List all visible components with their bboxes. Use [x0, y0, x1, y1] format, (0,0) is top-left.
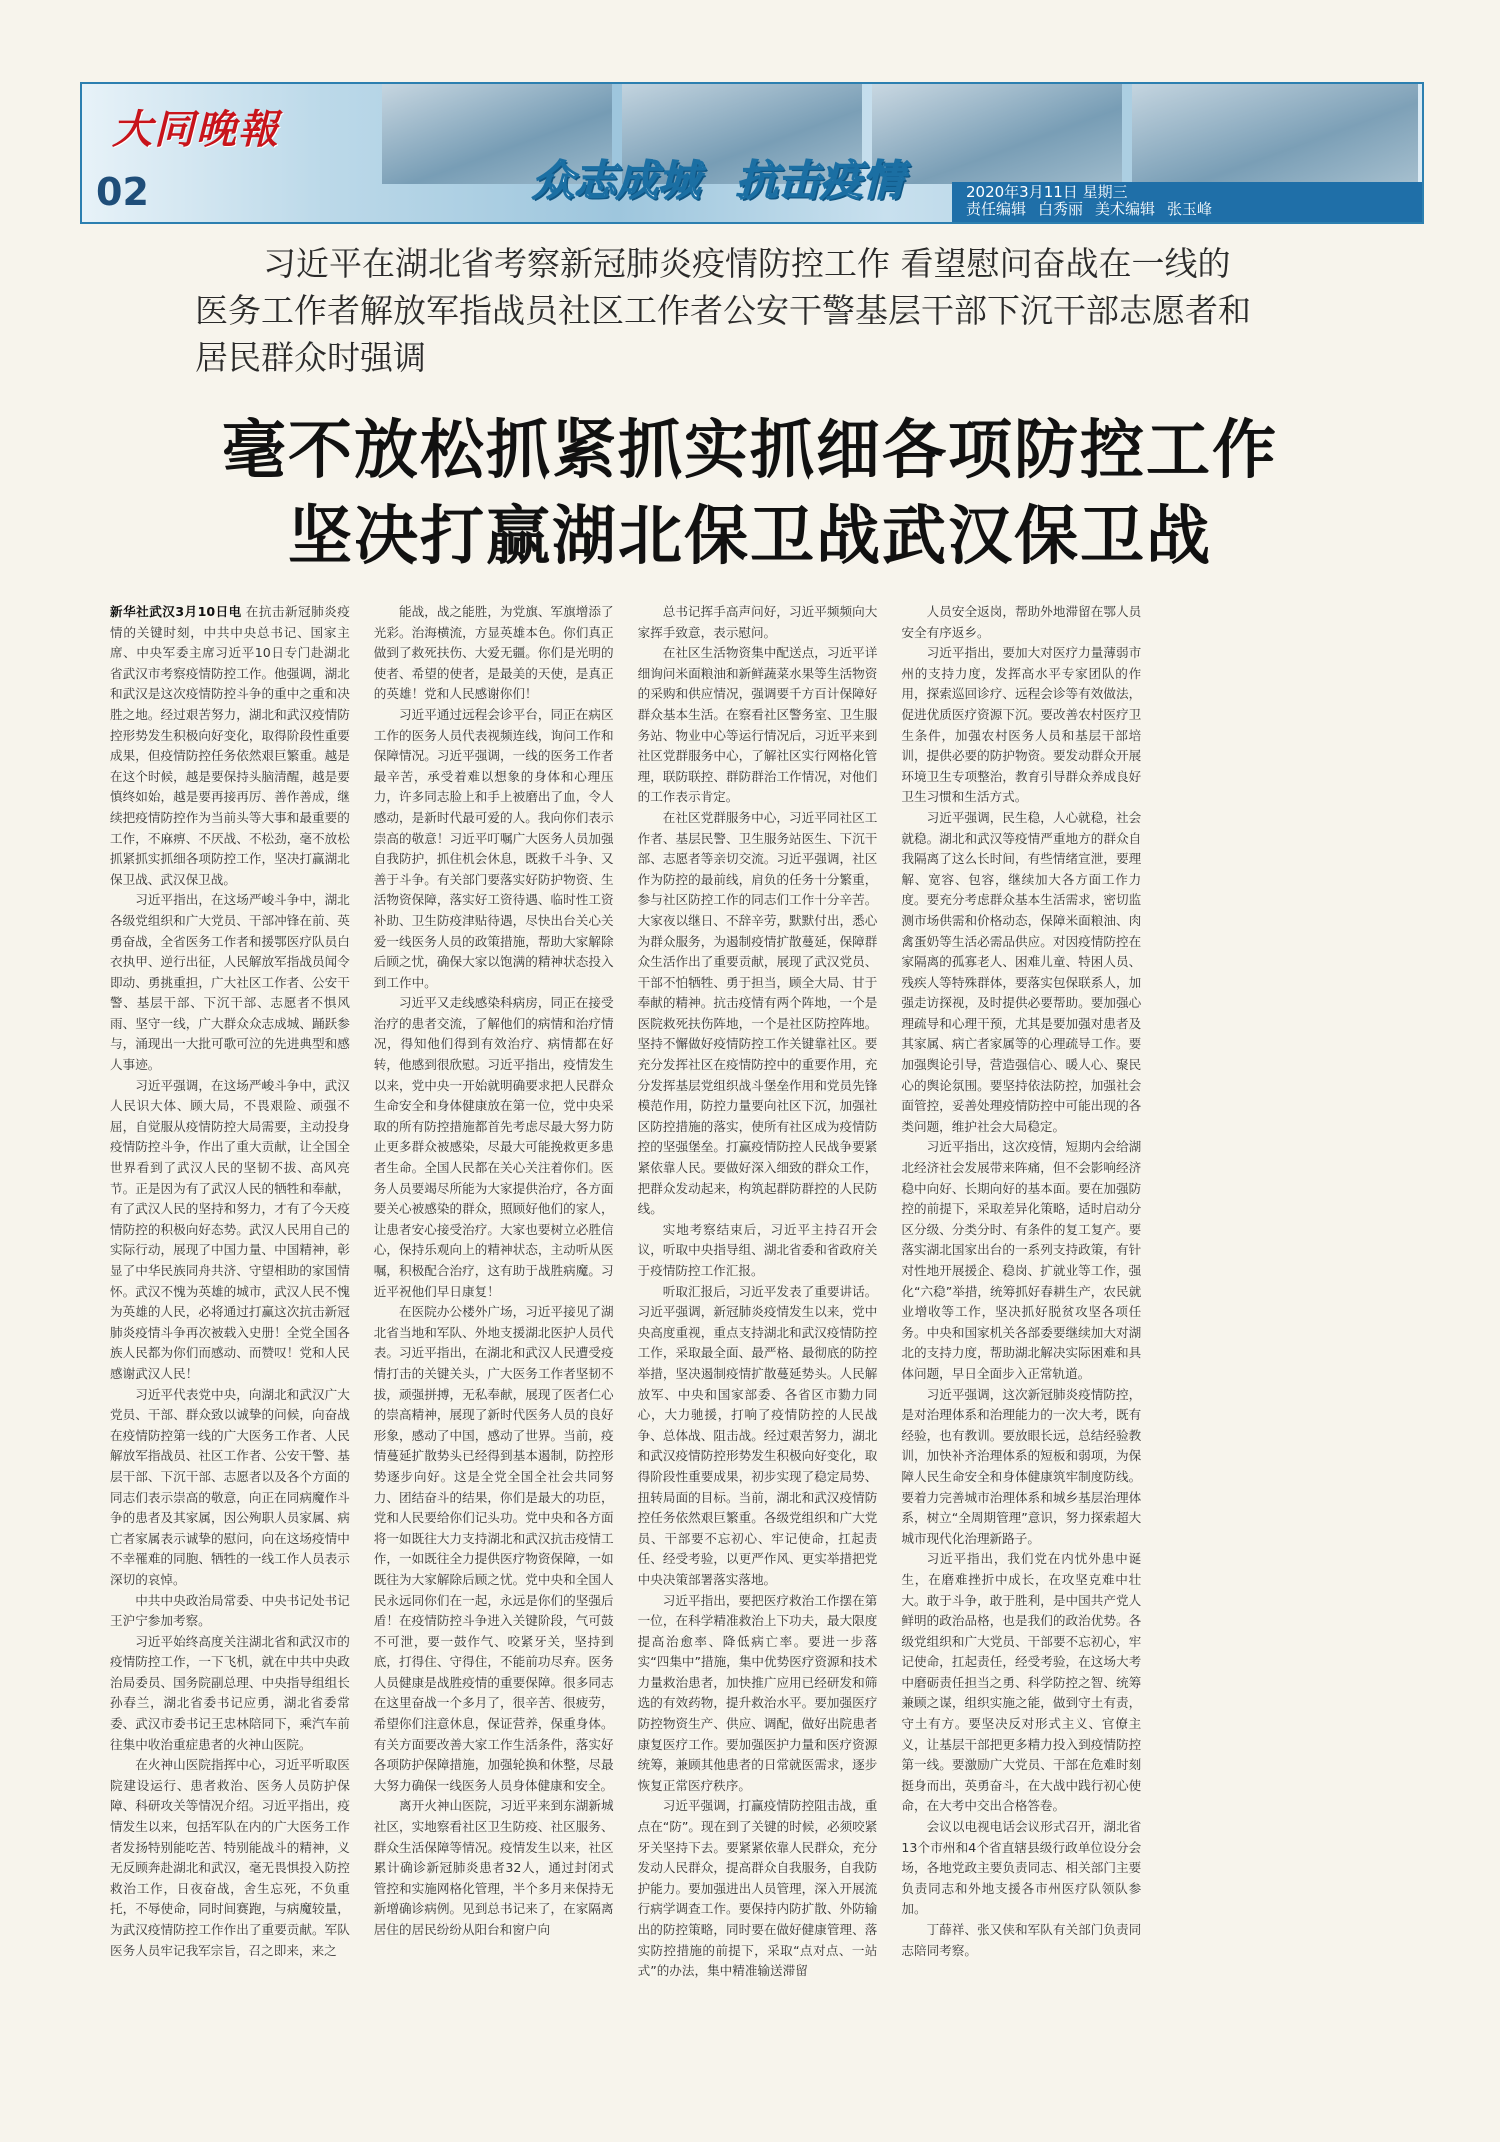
editor-credit: 张玉峰 [1167, 200, 1213, 218]
article-column [110, 602, 350, 2082]
article-paragraph: 在社区党群服务中心，习近平同社区工作者、基层民警、卫生服务站医生、下沉干部、志愿者等亲切交流。习近平强调，社区作为防控的最前线，肩负的任务十分繁重，参与社区防控工作的同志们工作十分辛苦。大家夜以继日、不辞辛劳，默默付出，悉心为群众服务，为遏制疫情扩散蔓延，保障群众生活作出了重要贡献，展现了武汉党员、干部不怕牺牲、勇于担当，顾全大局、甘于奉献的精神。抗击疫情有两个阵地，一个是医院救死扶伤阵地，一个是社区防控阵地。坚持不懈做好疫情防控工作关键靠社区。要充分发挥社区在疫情防控中的重要作用，充分发挥基层党组织战斗堡垒作用和党员先锋模范作用，防控力量要向社区下沉，加强社区防控措施的落实，使所有社区成为疫情防控的坚强堡垒。打赢疫情防控人民战争要紧紧依靠人民。要做好深入细致的群众工作，把群众发动起来，构筑起群防群控的人民防线。 [637, 809, 878, 1217]
banner-photo [872, 84, 1122, 184]
editor-credit: 美术编辑 [1095, 200, 1156, 218]
article-paragraph: 习近平指出，要加大对医疗力量薄弱市州的支持力度，发挥高水平专家团队的作用，探索巡回诊疗、远程会诊等有效做法，促进优质医疗资源下沉。要改善农村医疗卫生条件，加强农村医务人员和基层干部培训，提供必要的防护物资。要发动群众开展环境卫生专项整治，教育引导群众养成良好卫生习惯和生活方式。 [901, 645, 1142, 805]
article-paragraph: 习近平代表党中央，向湖北和武汉广大党员、干部、群众致以诚挚的问候，向奋战在疫情防控第一线的广大医务工作者、人民解放军指战员、社区工作者、公安干警、基层干部、下沉干部、志愿者以及各个方面的同志们表示崇高的敬意，向正在同病魔作斗争的患者及其家属，因公殉职人员家属、病亡者家属表示诚挚的慰问，向在这场疫情中不幸罹难的同胞、牺牲的一线工作人员表示深切的哀悼。 [110, 1386, 350, 1587]
article-body [110, 602, 1405, 2082]
article-column [638, 602, 878, 2082]
article-paragraph: 中共中央政治局常委、中央书记处书记王沪宁参加考察。 [110, 1592, 350, 1629]
newspaper-logo: 大同晚報 [112, 106, 280, 153]
article-paragraph: 新华社武汉3月10日电 在抗击新冠肺炎疫情的关键时刻，中共中央总书记、国家主席、中央军委主席习近平10日专门赴湖北省武汉市考察疫情防控工作。他强调，湖北和武汉是这次疫情防控斗争的重中之重和决胜之地。经过艰苦努力，湖北和武汉疫情防控形势发生积极向好变化，取得阶段性重要成果，但疫情防控任务依然艰巨繁重。越是在这个时候，越是要保持头脑清醒，越是要慎终如始，越是要再接再厉、善作善成，继续把疫情防控作为当前头等大事和最重要的工作，不麻痹、不厌战、不松劲，毫不放松抓紧抓实抓细各项防控工作，坚决打赢湖北保卫战、武汉保卫战。 [110, 604, 350, 887]
subheadline-line: 居民群众时强调 [195, 338, 426, 377]
article-paragraph: 习近平通过远程会诊平台，同正在病区工作的医务人员代表视频连线，询问工作和保障情况。习近平强调，一线的医务工作者最辛苦，承受着难以想象的身体和心理压力，许多同志脸上和手上被磨出了血，令人感动，是新时代最可爱的人。我向你们表示崇高的敬意！习近平叮嘱广大医务人员加强自我防护，抓住机会休息，既救千斗争、又善于斗争。有关部门要落实好防护物资、生活物资保障，落实好工资待遇、临时性工资补助、卫生防疫津贴待遇，尽快出台关心关爱一线医务人员的政策措施，帮助大家解除后顾之忧，确保大家以饱满的精神状态投入到工作中。 [373, 706, 614, 990]
dateline-bar [952, 182, 1422, 222]
banner-photo [1132, 84, 1418, 184]
article-column [374, 602, 614, 2082]
editor-credit: 责任编辑 [966, 200, 1027, 218]
headline-line: 毫不放松抓紧抓实抓细各项防控工作 [222, 414, 1278, 488]
article-paragraph: 在医院办公楼外广场，习近平接见了湖北省当地和军队、外地支援湖北医护人员代表。习近平指出，在湖北和武汉人民遭受疫情打击的关键关头，广大医务工作者坚韧不拔，顽强拼搏，无私奉献，展现了医者仁心的崇高精神，展现了新时代医务人员的良好形象，感动了中国，感动了世界。当前，疫情蔓延扩散势头已经得到基本遏制，防控形势逐步向好。这是全党全国全社会共同努力、团结奋斗的结果，你们是最大的功臣，党和人民要给你们记头功。党中央和各方面将一如既往大力支持湖北和武汉抗击疫情工作，一如既往全力提供医疗物资保障，一如既往为大家解除后顾之忧。党中央和全国人民永远同你们在一起，永远是你们的坚强后盾！在疫情防控斗争进入关键阶段，气可鼓不可泄，要一鼓作气、咬紧牙关，坚持到底，打得住、守得住，不能前功尽弃。医务人员健康是战胜疫情的重要保障。很多同志在这里奋战一个多月了，很辛苦、很疲劳，希望你们注意休息，保证营养，保重身体。有关方面要改善大家工作生活条件，落实好各项防护保障措施，加强轮换和休整，尽最大努力确保一线医务人员身体健康和安全。 [373, 1304, 614, 1793]
slogan-right: 抗击疫情 [736, 156, 905, 205]
slogan-left: 众志成城 [532, 156, 701, 205]
article-paragraph: 离开火神山医院，习近平来到东湖新城社区，实地察看社区卫生防疫、社区服务、群众生活保障等情况。疫情发生以来，社区累计确诊新冠肺炎患者32人，通过封闭式管控和实施网格化管理，半个多月来保持无新增确诊病例。见到总书记来了，在家隔离居住的居民纷纷从阳台和窗户向 [373, 1798, 614, 1937]
article-paragraph: 能战，战之能胜，为党旗、军旗增添了光彩。治海横流，方显英雄本色。你们真正做到了救死扶伤、大爱无疆。你们是光明的使者、希望的使者，是最美的天使，是真正的英雄！党和人民感谢你们！ [373, 604, 614, 702]
article-source: 新华社武汉3月10日电 [110, 604, 242, 619]
article-column [901, 602, 1141, 2082]
article-paragraph: 习近平指出，在这场严峻斗争中，湖北各级党组织和广大党员、干部冲锋在前、英勇奋战，全省医务工作者和援鄂医疗队员白衣执甲、逆行出征，人民解放军指战员闻令即动、勇挑重担，广大社区工作者、公安干警、基层干部、下沉干部、志愿者不惧风雨、坚守一线，广大群众众志成城、踊跃参与，涌现出一大批可歌可泣的先进典型和感人事迹。 [110, 892, 350, 1073]
article-paragraph: 总书记挥手高声问好，习近平频频向大家挥手致意，表示慰问。 [637, 604, 878, 640]
masthead-banner [80, 82, 1424, 224]
article-paragraph: 人员安全返岗，帮助外地滞留在鄂人员安全有序返乡。 [901, 604, 1142, 640]
article-paragraph: 在社区生活物资集中配送点，习近平详细询问米面粮油和新鲜蔬菜水果等生活物资的采购和供应情况，强调要千方百计保障好群众基本生活。在察看社区警务室、卫生服务站、物业中心等运行情况后，习近平来到社区党群服务中心，了解社区实行网格化管理，联防联控、群防群治工作情况，对他们的工作表示肯定。 [637, 645, 878, 805]
article-paragraph: 在火神山医院指挥中心，习近平听取医院建设运行、患者救治、医务人员防护保障、科研攻关等情况介绍。习近平指出，疫情发生以来，包括军队在内的广大医务工作者发扬特别能吃苦、特别能战斗的精神，义无反顾奔赴湖北和武汉，毫无畏惧投入防控救治工作，日夜奋战，舍生忘死，不负重托，不辱使命，同时间赛跑，与病魔较量，为武汉疫情防控工作作出了重要贡献。军队医务人员牢记我军宗旨，召之即来，来之 [110, 1757, 350, 1958]
article-paragraph: 习近平指出，这次疫情，短期内会给湖北经济社会发展带来阵痛，但不会影响经济稳中向好、长期向好的基本面。要在加强防控的前提下，采取差异化策略，适时启动分区分级、分类分时、有条件的复工复产。要落实湖北国家出台的一系列支持政策，有针对性地开展援企、稳岗、扩就业等工作，强化“六稳”举措，统筹抓好春耕生产，农民就业增收等工作，坚决抓好脱贫攻坚各项任务。中央和国家机关各部委要继续加大对湖北的支持力度，帮助湖北解决实际困难和具体问题，早日全面步入正常轨道。 [901, 1139, 1142, 1381]
article-paragraph: 习近平始终高度关注湖北省和武汉市的疫情防控工作，一下飞机，就在中共中央政治局委员、国务院副总理、中央指导组组长孙春兰，湖北省委书记应勇，湖北省委常委、武汉市委书记王忠林陪同下，乘汽车前往集中收治重症患者的火神山医院。 [110, 1633, 350, 1752]
issue-date: 2020年3月11日 星期三 [966, 183, 1128, 201]
article-paragraph: 习近平强调，打赢疫情防控阻击战，重点在“防”。现在到了关键的时候，必须咬紧牙关坚持下去。要紧紧依靠人民群众，充分发动人民群众，提高群众自我服务，自我防护能力。要加强进出人员管理，深入开展流行病学调查工作。要保持内防扩散、外防输出的防控策略，同时要在做好健康管理、落实防控措施的前提下，采取“点对点、一站式”的办法，集中精准输送滞留 [637, 1798, 878, 1979]
article-paragraph: 丁薛祥、张又侠和军队有关部门负责同志陪同考察。 [901, 1922, 1142, 1958]
subheadline-line: 医务工作者解放军指战员社区工作者公安干警基层干部下沉干部志愿者和 [195, 291, 1251, 330]
page-number: 02 [96, 170, 149, 214]
banner-slogan [532, 148, 904, 208]
subheadline-line: 习近平在湖北省考察新冠肺炎疫情防控工作 看望慰问奋战在一线的 [263, 244, 1231, 283]
article-paragraph: 习近平强调，这次新冠肺炎疫情防控，是对治理体系和治理能力的一次大考，既有经验，也有教训。要放眼长远，总结经验教训，加快补齐治理体系的短板和弱项，为保障人民生命安全和身体健康筑牢制度防线。要着力完善城市治理体系和城乡基层治理体系，树立“全周期管理”意识，努力探索超大城市现代化治理新路子。 [901, 1386, 1142, 1546]
subheadline [195, 240, 1315, 381]
article-paragraph: 习近平又走线感染科病房，同正在接受治疗的患者交流，了解他们的病情和治疗情况，得知他们得到有效治疗、病情都在好转，他感到很欣慰。习近平指出，疫情发生以来，党中央一开始就明确要求把人民群众生命安全和身体健康放在第一位，党中央采取的所有防控措施都首先考虑尽最大努力防止更多群众被感染，尽最大可能挽救更多患者生命。全国人民都在关心关注着你们。医务人员要竭尽所能为大家提供治疗，各方面要关心被感染的群众，照顾好他们的家人，让患者安心接受治疗。大家也要树立必胜信心，保持乐观向上的精神状态，主动听从医嘱，积极配合治疗，这有助于战胜病魔。习近平祝他们早日康复！ [373, 995, 614, 1299]
main-headline [0, 408, 1500, 580]
headline-line: 坚决打赢湖北保卫战武汉保卫战 [288, 500, 1212, 574]
article-column [1165, 602, 1405, 2082]
editor-credits [966, 201, 1408, 218]
article-paragraph: 实地考察结束后，习近平主持召开会议，听取中央指导组、湖北省委和省政府关于疫情防控工作汇报。 [637, 1221, 878, 1278]
article-paragraph: 习近平指出，要把医疗救治工作摆在第一位，在科学精准救治上下功夫，最大限度提高治愈率、降低病亡率。要进一步落实“四集中”措施，集中优势医疗资源和技术力量救治患者，加快推广应用已经研发和筛选的有效药物，提升救治水平。要加强医疗防控物资生产、供应、调配，做好出院患者康复医疗工作。要加强医护力量和医疗资源统筹，兼顾其他患者的日常就医需求，逐步恢复正常医疗秩序。 [637, 1592, 878, 1793]
article-paragraph: 习近平指出，我们党在内忧外患中诞生，在磨难挫折中成长，在攻坚克难中壮大。敢于斗争，敢于胜利，是中国共产党人鲜明的政治品格，也是我们的政治优势。各级党组织和广大党员、干部要不忘初心，牢记使命，扛起责任，经受考验，在这场大考中磨砺责任担当之勇、科学防控之智、统筹兼顾之谋，组织实施之能，做到守土有责，守土有方。要坚决反对形式主义、官僚主义，让基层干部把更多精力投入到疫情防控第一线。要激励广大党员、干部在危难时刻挺身而出，英勇奋斗，在大战中践行初心使命，在大考中交出合格答卷。 [901, 1551, 1142, 1814]
editor-credit: 白秀丽 [1038, 200, 1084, 218]
article-paragraph: 会议以电视电话会议形式召开，湖北省13个市州和4个省直辖县级行政单位设分会场，各地党政主要负责同志、相关部门主要负责同志和外地支援各市州医疗队领队参加。 [901, 1819, 1142, 1917]
article-paragraph: 习近平强调，在这场严峻斗争中，武汉人民识大体、顾大局，不畏艰险、顽强不屈，自觉服从疫情防控大局需要，主动投身疫情防控斗争，作出了重大贡献，让全国全世界看到了武汉人民的坚韧不拔、高风亮节。正是因为有了武汉人民的牺牲和奉献，有了武汉人民的坚持和努力，才有了今天疫情防控的积极向好态势。武汉人民用自己的实际行动，展现了中国力量、中国精神，彰显了中华民族同舟共济、守望相助的家国情怀。武汉不愧为英雄的城市，武汉人民不愧为英雄的人民，必将通过打赢这次抗击新冠肺炎疫情斗争再次被载入史册！全党全国各族人民都为你们而感动、而赞叹！党和人民感谢武汉人民！ [110, 1077, 350, 1381]
article-paragraph: 听取汇报后，习近平发表了重要讲话。习近平强调，新冠肺炎疫情发生以来，党中央高度重视，重点支持湖北和武汉疫情防控工作，采取最全面、最严格、最彻底的防控举措，坚决遏制疫情扩散蔓延势头。人民解放军、中央和国家部委、各省区市勠力同心，大力驰援，打响了疫情防控的人民战争、总体战、阻击战。经过艰苦努力，湖北和武汉疫情防控形势发生积极向好变化，取得阶段性重要成果，初步实现了稳定局势、扭转局面的目标。当前，湖北和武汉疫情防控任务依然艰巨繁重。各级党组织和广大党员、干部要不忘初心、牢记使命，扛起责任、经受考验，以更严作风、更实举措把党中央决策部署落实落地。 [637, 1283, 878, 1587]
article-paragraph: 习近平强调，民生稳，人心就稳，社会就稳。湖北和武汉等疫情严重地方的群众自我隔离了这么长时间，有些情绪宣泄，要理解、宽容、包容，继续加大各方面工作力度。要充分考虑群众基本生活需求，密切监测市场供需和价格动态，保障米面粮油、肉禽蛋奶等生活必需品供应。对因疫情防控在家隔离的孤寡老人、困难儿童、特困人员、残疾人等特殊群体，要落实包保联系人，加强走访探视，及时提供必要帮助。要加强心理疏导和心理干预，尤其是要加强对患者及其家属、病亡者家属等的心理疏导工作。要加强舆论引导，营造强信心、暖人心、聚民心的舆论氛围。要坚持依法防控，加强社会面管控，妥善处理疫情防控中可能出现的各类问题，维护社会大局稳定。 [901, 809, 1142, 1134]
